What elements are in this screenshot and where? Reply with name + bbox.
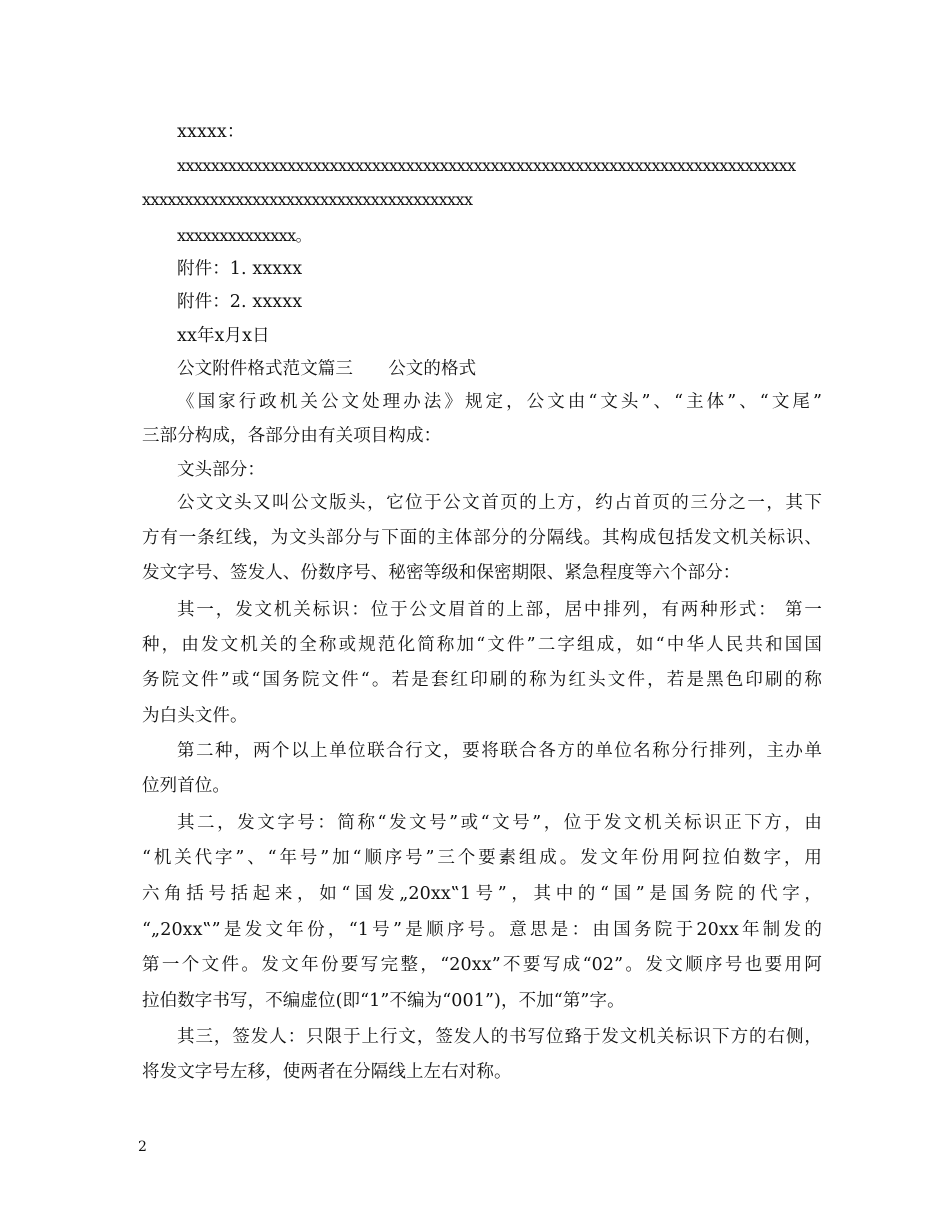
- paragraph-line: “机关代字”、“年号”加“顺序号”三个要素组成。发文年份用阿拉伯数字，用: [142, 848, 822, 868]
- paragraph-line: 第一个文件。发文年份要写完整，“20xx”不要写成“02”。发文顺序号也要用阿: [142, 955, 822, 975]
- attachment-line-2: 附件：2. xxxxx: [177, 292, 303, 312]
- paragraph-line: 其三，签发人：只限于上行文，签发人的书写位臵于发文机关标识下方的右侧，: [177, 1027, 822, 1047]
- subheading: 文头部分：: [177, 460, 265, 480]
- paragraph-line: 拉伯数字书写，不编虚位(即“1”不编为“001”)，不加“第”字。: [142, 991, 625, 1011]
- paragraph-line: 位列首位。: [142, 776, 230, 796]
- paragraph-line: 《国家行政机关公文处理办法》规定，公文由“文头”、“主体”、“文尾”: [177, 392, 822, 412]
- paragraph-line: 其二，发文字号：简称“发文号”或“文号”，位于发文机关标识正下方，由: [177, 813, 822, 833]
- section-title: 公文附件格式范文篇三 公文的格式: [177, 359, 477, 379]
- paragraph-line: 将发文字号左移，使两者在分隔线上左右对称。: [142, 1062, 512, 1082]
- date-line: xx年x月x日: [177, 326, 270, 346]
- body-line: xxxxxxxxxxxxxxxxxxxxxxxxxxxxxxxxxxxxxxxxxxxxxxxxxxxxxxxxxxxxxxxxxxxxxxxxx: [177, 156, 796, 175]
- salutation-line: xxxxx：: [177, 122, 245, 142]
- paragraph-line: 三部分构成，各部分由有关项目构成：: [142, 426, 442, 446]
- paragraph-line: “„20xx‟”是发文年份，“1号”是顺序号。意思是：由国务院于20xx年制发的: [142, 920, 822, 940]
- body-line: xxxxxxxxxxxxxxxxxxxxxxxxxxxxxxxxxxxxxxx: [142, 190, 473, 209]
- paragraph-line: 方有一条红线，为文头部分与下面的主体部分的分隔线。其构成包括发文机关标识、: [142, 528, 822, 548]
- paragraph-line: 公文文头又叫公文版头，它位于公文首页的上方，约占首页的三分之一，其下: [177, 493, 822, 513]
- paragraph-line: 为白头文件。: [142, 706, 248, 726]
- body-line: xxxxxxxxxxxxxx。: [177, 226, 312, 245]
- attachment-line-1: 附件：1. xxxxx: [177, 259, 303, 279]
- page-number: 2: [138, 1139, 147, 1155]
- paragraph-line: 种，由发文机关的全称或规范化简称加“文件”二字组成，如“中华人民共和国国: [142, 635, 822, 655]
- paragraph-line: 第二种，两个以上单位联合行文，要将联合各方的单位名称分行排列，主办单: [177, 741, 822, 761]
- paragraph-line: 六角括号括起来，如“国发„20xx‟1号”，其中的“国”是国务院的代字，: [142, 884, 822, 904]
- paragraph-line: 其一，发文机关标识：位于公文眉首的上部，居中排列，有两种形式： 第一: [177, 600, 822, 620]
- paragraph-line: 发文字号、签发人、份数序号、秘密等级和保密期限、紧急程度等六个部分：: [142, 563, 741, 583]
- paragraph-line: 务院文件”或“国务院文件“。若是套红印刷的称为红头文件，若是黑色印刷的称: [142, 670, 822, 690]
